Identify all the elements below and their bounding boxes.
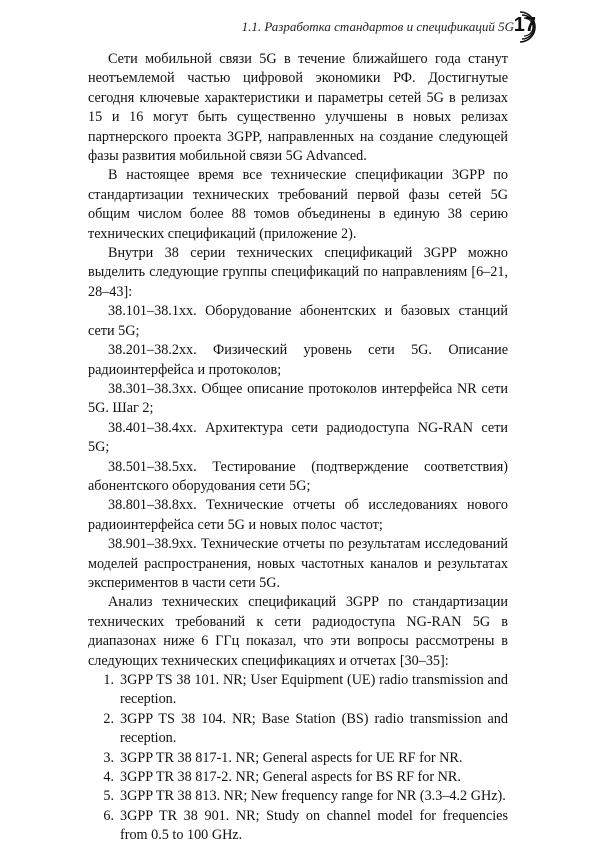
reference-text: 3GPP TS 38 104. NR; Base Station (BS) radio transmission and reception. [120, 710, 508, 747]
reference-text: 3GPP TR 38 813. NR; New frequency range for NR (3.3–4.2 GHz). [120, 788, 506, 805]
reference-number: 1. [103, 672, 114, 688]
reference-item [88, 671, 508, 710]
reference-text: 3GPP TR 38 817-2. NR; General aspects for BS RF for NR. [120, 769, 461, 786]
reference-item [88, 710, 508, 749]
reference-number: 4. [103, 769, 114, 786]
reference-number: 3. [103, 749, 114, 766]
reference-item [88, 749, 508, 768]
reference-number: 2. [103, 710, 114, 727]
spec-group-item: 38.901–38.9xx. Технические отчеты по результатам исследований моделей распространения, новых частотных каналов и результатах экспериментов в части сети 5G. [88, 536, 508, 591]
spec-group-item: 38.401–38.4xx. Архитектура сети радиодоступа NG-RAN сети 5G; [88, 419, 508, 456]
reference-number: 5. [103, 788, 114, 805]
reference-text: 3GPP TS 38 101. NR; User Equipment (UE) radio transmission and reception. [120, 672, 508, 708]
paragraph-analysis: Анализ технических спецификаций 3GPP по стандартизации технических требований к сети радиодоступа NG-RAN 5G в диапазонах ниже 6 ГГц показал, что эти вопросы рассмотрены в следующих технических спецификациях и отчетах [30–35]: [88, 594, 508, 669]
spec-group-item: 38.801–38.8xx. Технические отчеты об исследованиях нового радиоинтерфейса сети 5G и новых полос частот; [88, 497, 508, 533]
paragraph-intro: Сети мобильной связи 5G в течение ближайшего года станут неотъемлемой частью цифровой экономики РФ. Достигнутые сегодня ключевые характеристики и параметры сетей 5G в релизах 15 и 16 могут быть существенно улучшены в новых релизах партнерского проекта 3GPP, направленных на создание следующей фазы развития мобильной связи 5G Advanced. [88, 51, 508, 165]
reference-text: 3GPP TR 38 817-1. NR; General aspects for UE RF for NR. [120, 749, 463, 766]
reference-item [88, 807, 508, 846]
reference-item [88, 787, 508, 806]
page-number: 17 [513, 14, 536, 36]
spec-group-item: 38.101–38.1xx. Оборудование абонентских и базовых станций сети 5G; [88, 303, 508, 339]
spec-group-item: 38.301–38.3xx. Общее описание протоколов интерфейса NR сети 5G. Шаг 2; [88, 380, 508, 417]
spec-group-item: 38.201–38.2xx. Физический уровень сети 5G. Описание радиоинтерфейса и протоколов; [88, 342, 508, 378]
reference-text: 3GPP TR 38 901. NR; Study on channel model for frequencies from 0.5 to 100 GHz. [120, 807, 508, 844]
running-header: 1.1. Разработка стандартов и спецификаций 5G [241, 19, 514, 34]
reference-item [88, 768, 508, 787]
reference-number: 6. [103, 807, 114, 824]
page-body [88, 50, 508, 846]
reference-list [88, 671, 508, 846]
paragraph-groups-intro: Внутри 38 серии технических спецификаций 3GPP можно выделить следующие группы спецификаций по направлениям [6–21, 28–43]: [88, 245, 508, 300]
spec-group-item: 38.501–38.5xx. Тестирование (подтверждение соответствия) абонентского оборудования сети 5G; [88, 458, 508, 494]
paragraph-specs: В настоящее время все технические спецификации 3GPP по стандартизации технических требований первой фазы сетей 5G общим числом более 88 томов объединены в единую 38 серию технических спецификаций (приложение 2). [88, 167, 508, 242]
